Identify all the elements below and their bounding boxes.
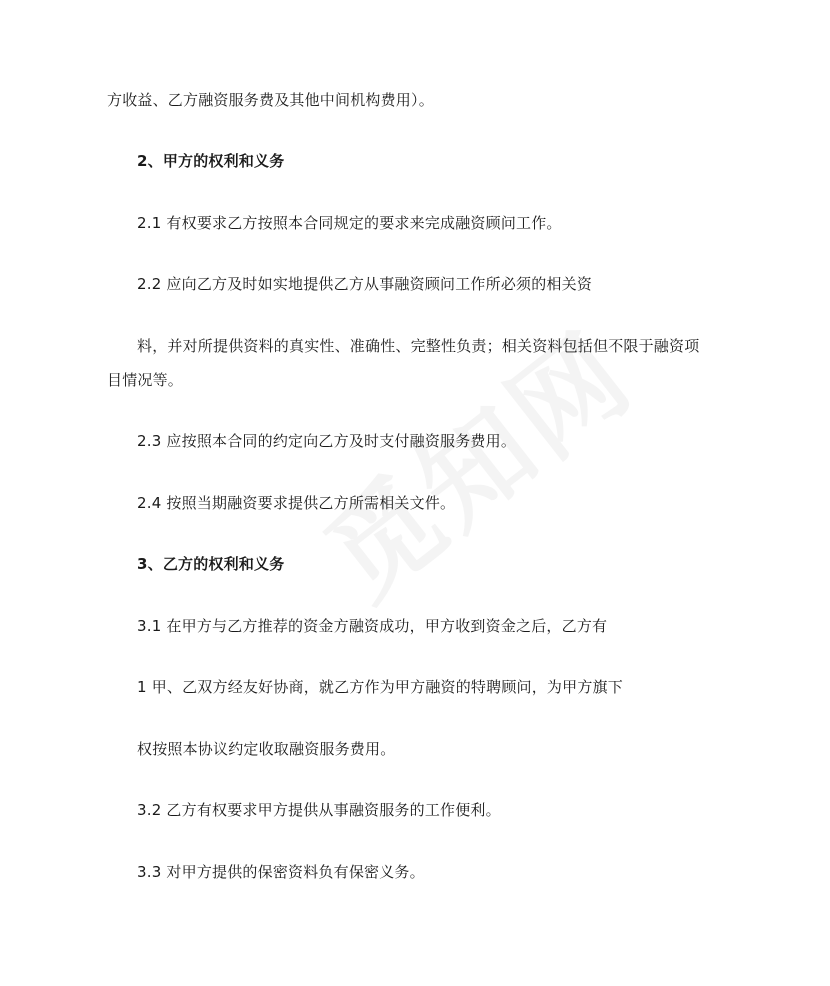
section-heading-3: 3、乙方的权利和义务 [137, 555, 285, 573]
clause-2-1: 2.1 有权要求乙方按照本合同规定的要求来完成融资顾问工作。 [137, 214, 562, 232]
clause-2-4: 2.4 按照当期融资要求提供乙方所需相关文件。 [137, 494, 456, 512]
clause-2-2-continued: 料，并对所提供资料的真实性、准确性、完整性负责；相关资料包括但不限于融资项 [137, 337, 700, 355]
section-heading-2: 2、甲方的权利和义务 [137, 152, 285, 170]
clause-2-3: 2.3 应按照本合同的约定向乙方及时支付融资服务费用。 [137, 432, 517, 450]
clause-2-2: 2.2 应向乙方及时如实地提供乙方从事融资顾问工作所必须的相关资 [137, 275, 593, 293]
clause-2-2-continued-end: 目情况等。 [107, 371, 184, 389]
clause-3-2: 3.2 乙方有权要求甲方提供从事融资服务的工作便利。 [137, 801, 501, 819]
paragraph-line: 方收益、乙方融资服务费及其他中间机构费用）。 [107, 91, 434, 109]
clause-1-interjection: 1 甲、乙双方经友好协商，就乙方作为甲方融资的特聘顾问，为甲方旗下 [137, 678, 623, 696]
clause-3-3: 3.3 对甲方提供的保密资料负有保密义务。 [137, 863, 425, 881]
clause-3-1-continued: 权按照本协议约定收取融资服务费用。 [137, 740, 396, 758]
clause-3-1: 3.1 在甲方与乙方推荐的资金方融资成功，甲方收到资金之后，乙方有 [137, 617, 608, 635]
